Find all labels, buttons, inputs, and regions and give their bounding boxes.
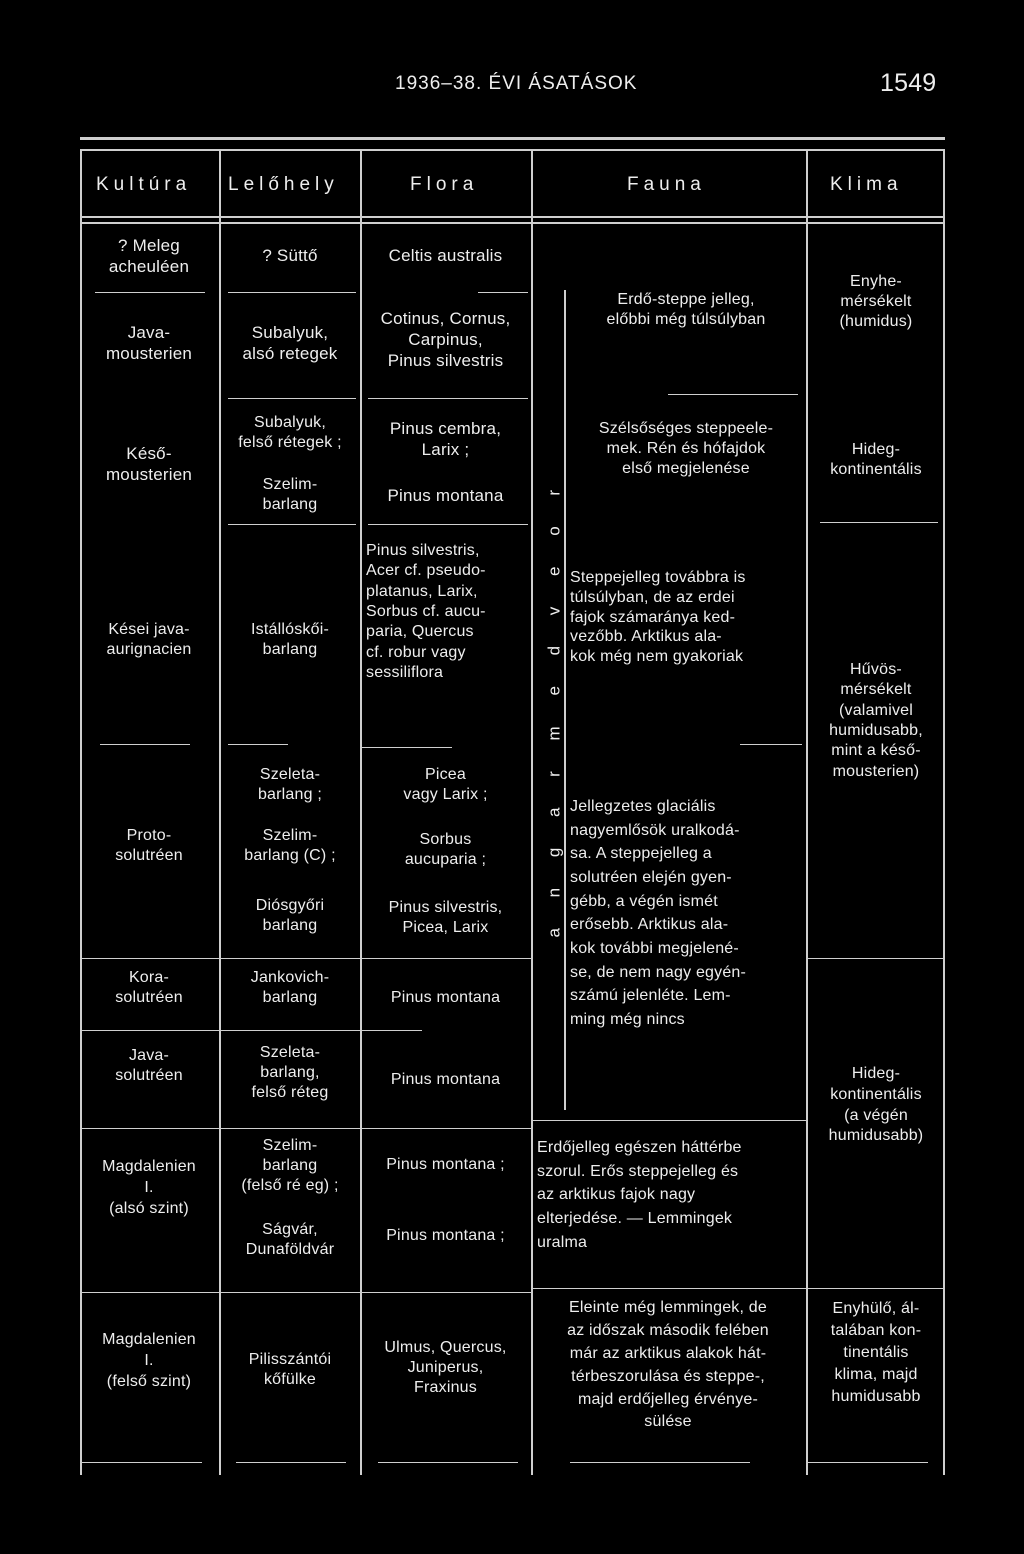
rule-r6 (362, 1030, 422, 1031)
rule-r7 (533, 1120, 806, 1121)
rule-r4 (740, 744, 802, 745)
r2-fauna: Erdő-steppe jelleg, előbbi még túlsúlyban (606, 291, 766, 328)
header-row-bottom-rule (80, 216, 945, 218)
r9-flora: Ulmus, Quercus, Juniperus, Fraxinus (384, 1339, 507, 1396)
col-header-lelohely: Lelőhely (228, 174, 339, 195)
rule-r3 (820, 522, 938, 523)
r8-flora-a: Pinus montana ; (386, 1156, 505, 1173)
column-divider-2 (360, 149, 362, 1475)
column-divider-3 (531, 149, 533, 1475)
header-row-bottom-rule-2 (80, 222, 945, 224)
r2-lelohely: Subalyuk, alsó retegek (242, 323, 338, 364)
rule-r5 (221, 958, 360, 959)
r5-flora-b: Sorbus aucuparia ; (404, 831, 487, 868)
fauna-glacial: Jellegzetes glaciális nagyemlősök uralkodá- sa. A steppejelleg a solutréen elején gyen- gébb, a végén ismét erősebb. Arktikus ala- kok további megjelené- se, de nem nagy egyén- számú jelenléte. Lem- ming még nincs (570, 798, 747, 1029)
rule-r7 (221, 1128, 360, 1129)
table-bottom-rule (570, 1462, 750, 1463)
r8-lelohely-b: Ságvár, Dunaföldvár (245, 1221, 335, 1258)
table-bottom-rule (808, 1462, 928, 1463)
table-right-border (943, 149, 945, 1475)
r5-lelohely-a: Szeleta- barlang ; (257, 766, 323, 803)
r3-fauna: Szélsőséges steppeele- mek. Rén és hófajdok első megjelenése (598, 420, 774, 477)
rule-r5 (808, 958, 943, 959)
r8-fauna: Erdőjelleg egészen háttérbe szorul. Erős steppejelleg és az arktikus fajok nagy elterjedése. — Lemmingek uralma (537, 1139, 742, 1251)
r2-kultura: Java- mousterien (105, 323, 193, 364)
r8-lelohely-a: Szelim- barlang (felső ré eg) ; (241, 1137, 339, 1194)
side-label-vertical: a n g a r m e d v e o r (544, 476, 564, 938)
rule-r5 (82, 958, 219, 959)
r8-flora-b: Pinus montana ; (386, 1227, 505, 1244)
column-divider-1 (219, 149, 221, 1475)
r6-lelohely: Jankovich- barlang (250, 969, 330, 1006)
r9-kultura: Magdalenien I. (felső szint) (102, 1331, 196, 1390)
rule-r8 (82, 1292, 219, 1293)
rule-r7 (362, 1128, 531, 1129)
col-header-flora: Flora (410, 174, 479, 195)
r4-kultura: Kései java- aurignacien (106, 621, 192, 658)
r1-lelohely: ? Süttő (262, 246, 318, 265)
col-header-kultura: Kultúra (96, 174, 192, 195)
r7-kultura: Java- solutréen (115, 1047, 183, 1084)
table-bottom-rule (378, 1462, 518, 1463)
table-top-rule (80, 137, 945, 140)
col-header-klima: Klima (830, 174, 903, 195)
r3-kultura: Késő- mousterien (105, 444, 193, 485)
rule-r4 (362, 747, 452, 748)
r7-klima: Hideg- kontinentális (a végén humidusabb) (828, 1065, 924, 1145)
table-bottom-rule (82, 1462, 202, 1463)
r4-fauna: Steppejelleg továbbra is túlsúlyban, de az erdei fajok számaránya ked- vezőbb. Arktikus ala- kok még nem gyakoriak (570, 569, 746, 666)
rule-r6 (82, 1030, 219, 1031)
r3-klima: Hideg- kontinentális (830, 441, 922, 478)
r9-lelohely: Pilisszántói kőfülke (248, 1351, 332, 1388)
r2-flora: Cotinus, Cornus, Carpinus, Pinus silvestris (380, 309, 511, 371)
rule-r2 (228, 398, 356, 399)
rule-r5 (362, 958, 531, 959)
r9-fauna: Eleinte még lemmingek, de az időszak második felében már az arktikus alakok hát- térbeszorulása és steppe-, majd erdőjelleg érvénye- sülése (567, 1299, 769, 1431)
rule-r2 (368, 398, 528, 399)
r5-kultura: Proto- solutréen (115, 827, 183, 864)
r9-klima: Enyhülő, ál- talában kon- tinentális klima, majd humidusabb (830, 1300, 922, 1406)
rule-r4 (100, 744, 190, 745)
r3-flora-a: Pinus cembra, Larix ; (389, 419, 502, 460)
rule-r6 (221, 1030, 360, 1031)
r8-kultura: Magdalenien I. (alsó szint) (102, 1158, 196, 1217)
rule-r8 (221, 1292, 360, 1293)
table-left-border (80, 149, 82, 1475)
rule-r1 (95, 292, 205, 293)
r5-flora-c: Pinus silvestris, Picea, Larix (388, 899, 503, 936)
rule-r1 (228, 292, 356, 293)
header-row-top-rule (80, 149, 945, 151)
r5-lelohely-c: Diósgyőri barlang (255, 897, 325, 934)
r7-flora: Pinus montana (390, 1071, 501, 1088)
r5-lelohely-b: Szelim- barlang (C) ; (244, 827, 336, 864)
table-bottom-rule (236, 1462, 346, 1463)
running-header: 1936–38. ÉVI ÁSATÁSOK (395, 73, 638, 94)
rule-r3 (368, 524, 528, 525)
r1-flora: Celtis australis (388, 246, 503, 265)
rule-r8 (362, 1292, 531, 1293)
rule-r3 (228, 524, 356, 525)
col-header-fauna: Fauna (627, 174, 706, 195)
r3-lelohely-b: Szelim- barlang (262, 476, 318, 513)
r3-lelohely-a: Subalyuk, felső rétegek ; (238, 414, 342, 451)
rule-r4 (228, 744, 288, 745)
r3-flora-b: Pinus montana (387, 486, 504, 505)
r6-flora: Pinus montana (390, 989, 501, 1006)
r4-lelohely: Istállóskői- barlang (251, 621, 329, 658)
r4-klima: Hűvös- mérsékelt (valamivel humidusabb, mint a késő- mousterien) (829, 661, 923, 780)
rule-r2 (668, 394, 798, 395)
r4-flora: Pinus silvestris, Acer cf. pseudo- platanus, Larix, Sorbus cf. aucu- paria, Quercus cf. robur vagy sessiliflora (366, 542, 486, 681)
r6-kultura: Kora- solutréen (115, 969, 183, 1006)
r2-klima: Enyhe- mérsékelt (humidus) (839, 273, 913, 330)
r1-kultura: ? Meleg acheuléen (108, 236, 190, 277)
rule-r7 (82, 1128, 219, 1129)
page-number: 1549 (880, 69, 937, 97)
r7-lelohely: Szeleta- barlang, felső réteg (251, 1044, 329, 1101)
column-divider-4 (806, 149, 808, 1475)
rule-r1 (478, 292, 528, 293)
rule-r8 (533, 1288, 806, 1289)
r5-flora-a: Picea vagy Larix ; (403, 766, 488, 803)
rule-r8 (808, 1288, 943, 1289)
